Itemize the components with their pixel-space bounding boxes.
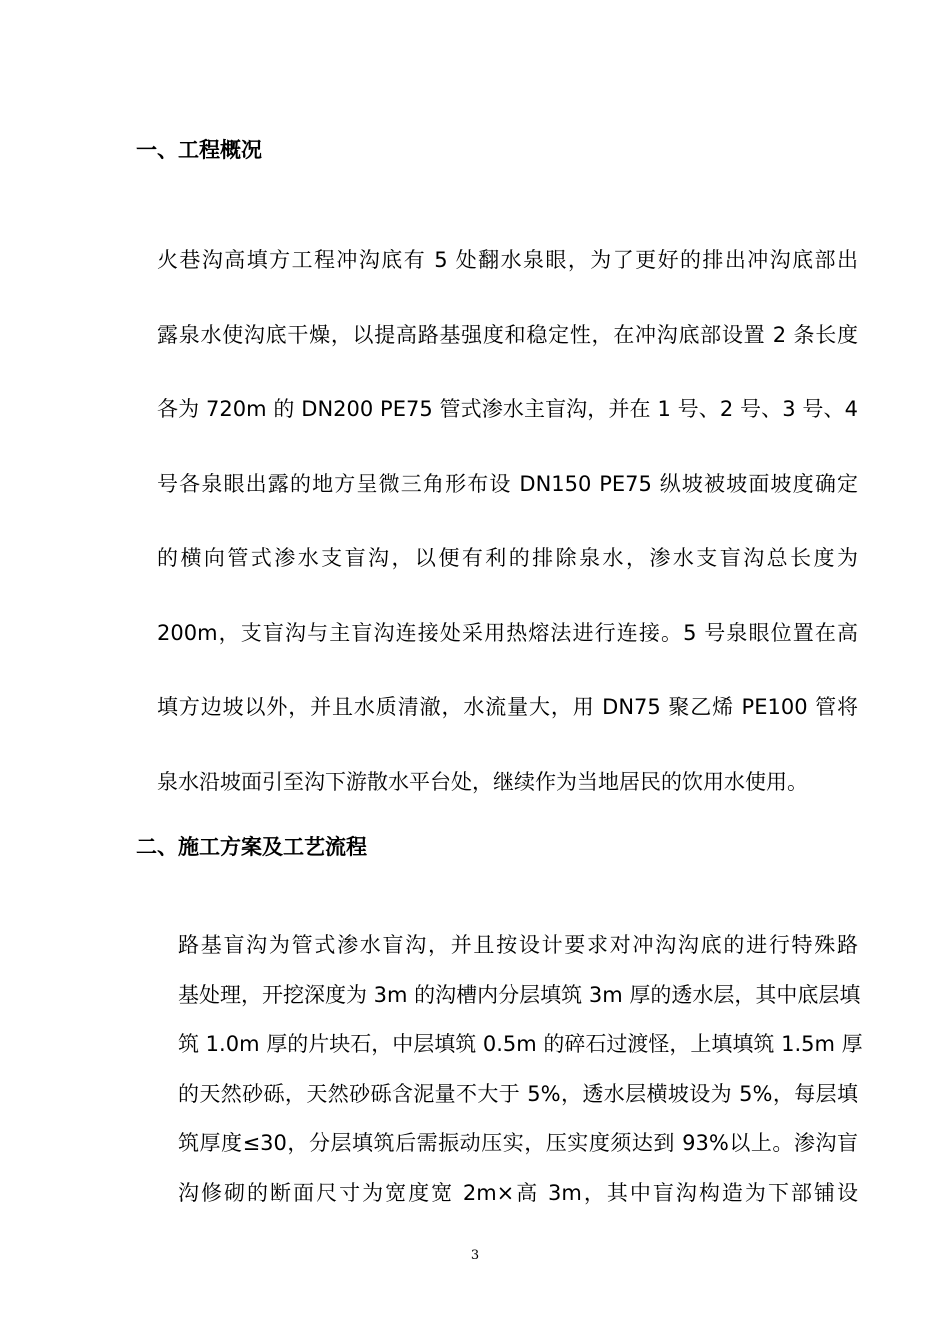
paragraph-line: 基处理，开挖深度为 3m 的沟槽内分层填筑 3m 厚的透水层，其中底层填 bbox=[178, 982, 861, 1007]
paragraph-line: 号各泉眼出露的地方呈微三角形布设 DN150 PE75 纵坡被坡面坡度确定 bbox=[157, 471, 858, 496]
paragraph-construction-plan bbox=[136, 921, 863, 1219]
paragraph-line: 筑厚度≤30，分层填筑后需振动压实，压实度须达到 93%以上。渗沟盲 bbox=[178, 1131, 858, 1156]
paragraph-line: 路基盲沟为管式渗水盲沟，并且按设计要求对冲沟沟底的进行特殊路 bbox=[178, 933, 858, 957]
page-number: 3 bbox=[470, 1248, 480, 1263]
paragraph-line: 的横向管式渗水支盲沟，以便有利的排除泉水，渗水支盲沟总长度为 bbox=[157, 546, 858, 570]
paragraph-line: 筑 1.0m 厚的片块石，中层填筑 0.5m 的碎石过渡怪，上填填筑 1.5m 厚 bbox=[178, 1032, 863, 1057]
paragraph-line: 200m，支盲沟与主盲沟连接处采用热熔法进行连接。5 号泉眼位置在高 bbox=[157, 620, 858, 645]
paragraph-line: 沟修砌的断面尺寸为宽度宽 2m×高 3m，其中盲沟构造为下部铺设 bbox=[178, 1180, 858, 1205]
section-heading-construction-plan: 二、施工方案及工艺流程 bbox=[136, 835, 367, 859]
paragraph-line: 的天然砂砾，天然砂砾含泥量不大于 5%，透水层横坡设为 5%，每层填 bbox=[178, 1081, 858, 1106]
paragraph-line: 火巷沟高填方工程冲沟底有 5 处翻水泉眼，为了更好的排出冲沟底部出 bbox=[157, 248, 858, 272]
paragraph-line: 填方边坡以外，并且水质清澈，水流量大，用 DN75 聚乙烯 PE100 管将 bbox=[157, 695, 858, 719]
paragraph-overview bbox=[136, 223, 858, 819]
paragraph-line: 泉水沿坡面引至沟下游散水平台处，继续作为当地居民的饮用水使用。 bbox=[157, 769, 808, 794]
section-heading-overview: 一、工程概况 bbox=[136, 138, 262, 162]
paragraph-line: 露泉水使沟底干燥，以提高路基强度和稳定性，在冲沟底部设置 2 条长度 bbox=[157, 322, 858, 347]
paragraph-line: 各为 720m 的 DN200 PE75 管式渗水主盲沟，并在 1 号、2 号、3 号、4 bbox=[157, 397, 858, 421]
